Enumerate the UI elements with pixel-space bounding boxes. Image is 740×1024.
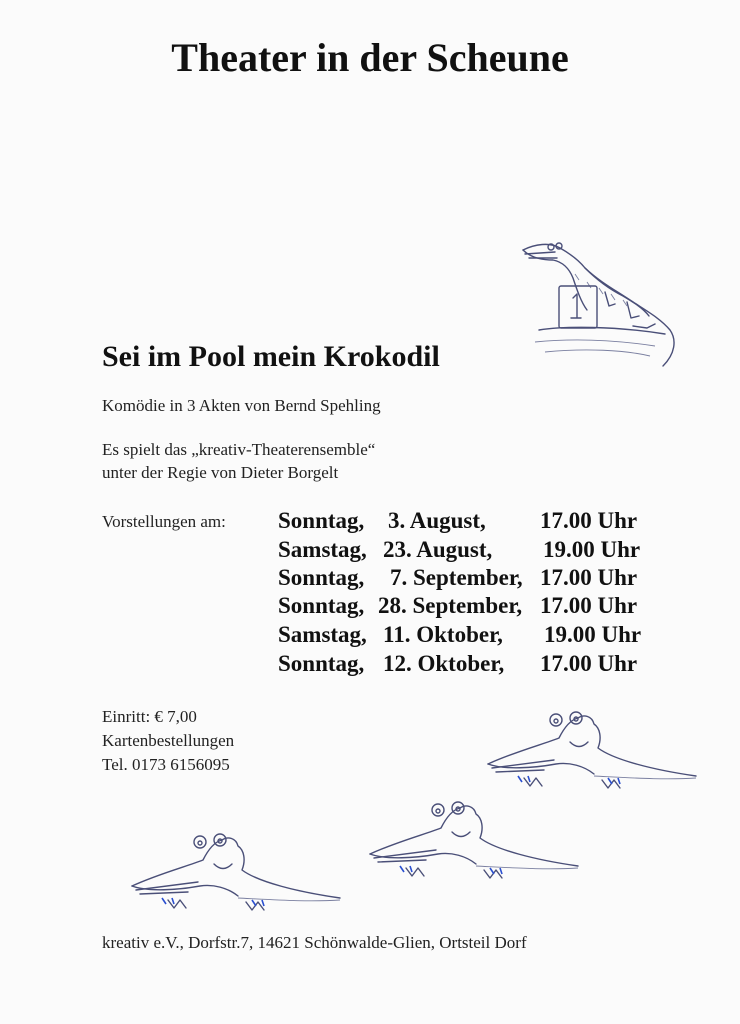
performance-time: 19.00 Uhr [543,537,641,562]
page-title: Theater in der Scheune [171,35,569,80]
performance-date: 12. Oktober, [383,651,505,676]
ticket-price: Einritt: € 7,00 [102,707,197,726]
performance-time: 17.00 Uhr [540,593,638,618]
performance-date: 3. August, [388,508,486,533]
performance-time: 17.00 Uhr [540,508,638,533]
performance-day: Sonntag, [278,651,365,676]
crocodile-illustration-right [484,708,699,793]
performance-day: Sonntag, [278,508,365,533]
performance-date: 23. August, [383,537,493,562]
play-title: Sei im Pool mein Krokodil [102,340,440,373]
performances-label: Vorstellungen am: [102,512,226,531]
crocodile-illustration-left [128,830,343,915]
performance-date: 28. September, [378,593,523,618]
performance-time: 17.00 Uhr [540,565,638,590]
performance-day: Samstag, [278,622,367,647]
performance-day: Samstag, [278,537,367,562]
performance-time: 19.00 Uhr [544,622,642,647]
crocodile-illustration-middle [366,798,581,883]
performance-time: 17.00 Uhr [540,651,638,676]
ensemble-line-2: unter der Regie von Dieter Borgelt [102,463,339,482]
footer-address: kreativ e.V., Dorfstr.7, 14621 Schönwalde-Glien, Ortsteil Dorf [102,933,527,952]
crocodile-podium-illustration [515,238,685,373]
performance-date: 7. September, [390,565,523,590]
ticket-orders: Kartenbestellungen [102,731,235,750]
play-subtitle: Komödie in 3 Akten von Bernd Spehling [102,396,381,415]
ticket-phone: Tel. 0173 6156095 [102,755,230,774]
ensemble-line-1: Es spielt das „kreativ-Theaterensemble“ [102,440,376,459]
performance-day: Sonntag, [278,565,365,590]
performance-date: 11. Oktober, [383,622,503,647]
performance-day: Sonntag, [278,593,365,618]
